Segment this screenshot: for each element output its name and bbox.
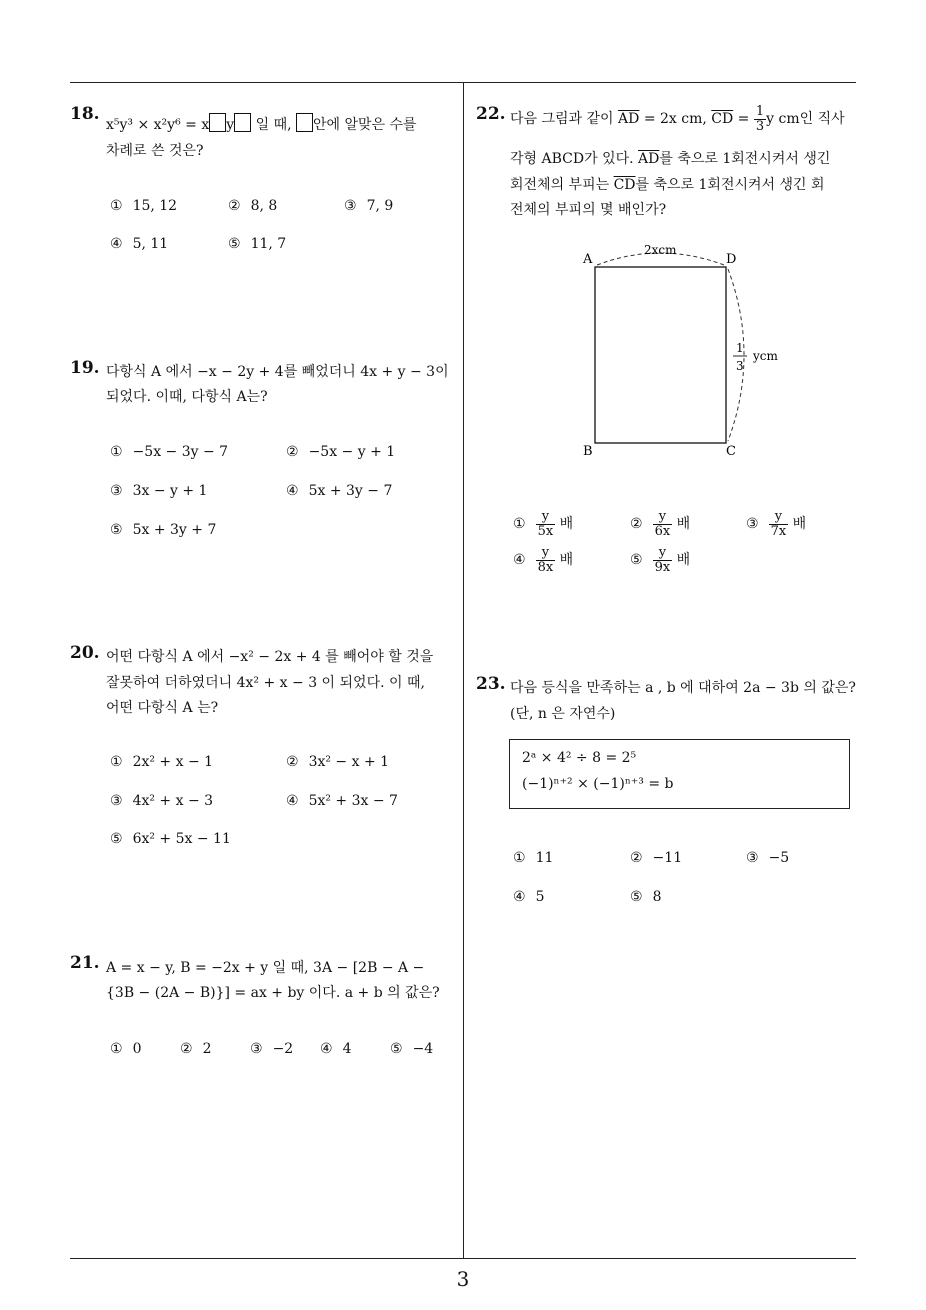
- option-text: 3x − y + 1: [132, 483, 208, 499]
- text-part: 를 축으로 1회전시켜서 생긴 회: [635, 177, 825, 193]
- equation-1: 2ᵃ × 4² ÷ 8 = 2⁵: [522, 750, 637, 766]
- option-4[interactable]: [110, 236, 168, 252]
- label-c: C: [726, 444, 736, 459]
- option-fraction: [769, 510, 789, 538]
- fraction-numerator: y: [653, 510, 673, 525]
- option-5[interactable]: [630, 889, 661, 905]
- question-text: [510, 148, 830, 168]
- option-suffix: 배: [559, 552, 574, 569]
- text-part: = 2x cm,: [639, 111, 712, 128]
- label-b: B: [583, 444, 593, 459]
- question-text: 전체의 부피의 몇 배인가?: [510, 202, 667, 218]
- option-text: 6x² + 5x − 11: [132, 831, 231, 847]
- fraction-denominator: 5x: [537, 523, 554, 539]
- text-part: y cm인 직사: [766, 111, 845, 128]
- question-number: 21.: [70, 953, 100, 973]
- question-text: 어떤 다항식 A 는?: [106, 700, 219, 716]
- fraction: [754, 105, 766, 133]
- option-mark: ⑤: [630, 889, 643, 905]
- option-suffix: 배: [676, 552, 691, 569]
- option-mark: ⑤: [390, 1041, 403, 1057]
- blank-box: [296, 113, 313, 132]
- option-3[interactable]: [250, 1041, 293, 1057]
- question-number: 20.: [70, 643, 100, 663]
- option-text: 2: [202, 1041, 212, 1057]
- option-2[interactable]: [286, 444, 395, 460]
- option-text: 8, 8: [250, 198, 278, 214]
- option-fraction: [653, 510, 673, 538]
- segment-ad: $\overline{AD}$: [638, 151, 660, 167]
- option-mark: ②: [630, 850, 643, 866]
- option-mark: ②: [630, 516, 643, 533]
- fraction-denominator: 8x: [537, 559, 554, 575]
- option-4[interactable]: [286, 793, 398, 809]
- option-3[interactable]: [746, 510, 806, 538]
- option-fraction: [536, 546, 556, 574]
- option-suffix: 배: [559, 516, 574, 533]
- option-1[interactable]: [513, 510, 573, 538]
- question-text: [510, 105, 845, 133]
- text-part: =: [733, 111, 754, 128]
- option-mark: ④: [320, 1041, 333, 1057]
- fraction-numerator: 1: [755, 104, 765, 119]
- fraction-numerator: y: [653, 546, 673, 561]
- option-mark: ③: [746, 850, 759, 866]
- question-text: [106, 113, 417, 134]
- option-mark: ②: [180, 1041, 193, 1057]
- question-text: 어떤 다항식 A 에서 −x² − 2x + 4 를 빼어야 할 것을: [106, 649, 434, 665]
- option-text: −5: [768, 850, 790, 866]
- question-number: 23.: [476, 674, 506, 694]
- rectangle-abcd: [595, 267, 726, 443]
- option-mark: ④: [110, 236, 123, 252]
- fraction-denominator: 7x: [770, 523, 787, 539]
- option-text: 8: [652, 889, 662, 905]
- fraction-numerator: y: [769, 510, 789, 525]
- equation-part: 안에 알맞은 수를: [313, 117, 417, 133]
- side-dimension-arc: [728, 269, 744, 441]
- rectangle-figure: [560, 235, 800, 465]
- option-text: 4: [342, 1041, 352, 1057]
- option-mark: ④: [513, 552, 526, 569]
- option-mark: ④: [286, 483, 299, 499]
- question-text: 다항식 A 에서 −x − 2y + 4를 빼었더니 4x + y − 3이: [106, 364, 449, 380]
- option-text: 5, 11: [132, 236, 169, 252]
- option-4[interactable]: [320, 1041, 351, 1057]
- equation-2: (−1)ⁿ⁺² × (−1)ⁿ⁺³ = b: [522, 776, 674, 792]
- option-mark: ③: [250, 1041, 263, 1057]
- side-frac-numerator: 1: [736, 341, 744, 355]
- option-text: 5x + 3y + 7: [132, 522, 217, 538]
- option-mark: ②: [286, 754, 299, 770]
- option-mark: ④: [286, 793, 299, 809]
- option-mark: ⑤: [110, 831, 123, 847]
- label-d: D: [726, 252, 737, 267]
- option-mark: ①: [110, 1041, 123, 1057]
- question-number: 18.: [70, 104, 100, 124]
- option-4[interactable]: [513, 889, 544, 905]
- option-text: −5x − y + 1: [308, 444, 396, 460]
- option-mark: ②: [286, 444, 299, 460]
- option-mark: ⑤: [228, 236, 241, 252]
- option-2[interactable]: [630, 510, 690, 538]
- side-dimension-unit: ycm: [753, 349, 778, 363]
- option-suffix: 배: [792, 516, 807, 533]
- option-text: −4: [412, 1041, 434, 1057]
- option-mark: ④: [513, 889, 526, 905]
- option-suffix: 배: [676, 516, 691, 533]
- option-mark: ③: [110, 793, 123, 809]
- option-5[interactable]: [390, 1041, 433, 1057]
- fraction-denominator: 3: [755, 118, 765, 134]
- question-text: 잘못하여 더하였더니 4x² + x − 3 이 되었다. 이 때,: [106, 675, 425, 691]
- question-number: 19.: [70, 358, 100, 378]
- fraction-denominator: 9x: [654, 559, 671, 575]
- option-3[interactable]: [110, 793, 213, 809]
- question-text: [510, 174, 825, 194]
- question-text: 되었다. 이때, 다항식 A는?: [106, 389, 268, 405]
- text-part: 다음 그림과 같이: [510, 111, 619, 128]
- option-text: 5x² + 3x − 7: [308, 793, 398, 809]
- option-5[interactable]: [630, 546, 690, 574]
- equation-box: [509, 739, 850, 809]
- blank-box: [209, 113, 226, 132]
- fraction-numerator: y: [536, 510, 556, 525]
- option-text: 3x² − x + 1: [308, 754, 390, 770]
- option-3[interactable]: [110, 483, 207, 499]
- option-1[interactable]: [110, 754, 213, 770]
- blank-box: [234, 113, 251, 132]
- option-5[interactable]: [228, 236, 286, 252]
- segment-cd: $\overline{CD}$: [711, 111, 734, 128]
- option-text: 7, 9: [366, 198, 394, 214]
- question-text: {3B − (2A − B)}] = ax + by 이다. a + b 의 값은?: [106, 985, 440, 1001]
- fraction-denominator: 6x: [654, 523, 671, 539]
- question-number: 22.: [476, 104, 506, 124]
- option-mark: ①: [110, 444, 123, 460]
- option-2[interactable]: [228, 198, 277, 214]
- label-a: A: [583, 252, 593, 267]
- option-2[interactable]: [286, 754, 389, 770]
- option-text: 11: [535, 850, 554, 866]
- option-text: −11: [652, 850, 683, 866]
- equation-part: x⁵y³ × x²y⁶ = x: [106, 117, 210, 133]
- top-dimension-label: 2xcm: [644, 243, 677, 257]
- option-3[interactable]: [344, 198, 393, 214]
- option-2[interactable]: [630, 850, 682, 866]
- option-4[interactable]: [513, 546, 573, 574]
- option-mark: ③: [344, 198, 357, 214]
- option-text: 0: [132, 1041, 142, 1057]
- option-2[interactable]: [180, 1041, 211, 1057]
- equation-part: y: [226, 117, 235, 133]
- option-mark: ⑤: [110, 522, 123, 538]
- question-text: 차례로 쓴 것은?: [106, 143, 204, 159]
- option-4[interactable]: [286, 483, 392, 499]
- option-text: 11, 7: [250, 236, 287, 252]
- question-text: A = x − y, B = −2x + y 일 때, 3A − [2B − A −: [106, 960, 425, 976]
- option-1[interactable]: [110, 198, 177, 214]
- option-text: −5x − 3y − 7: [132, 444, 229, 460]
- option-text: 5: [535, 889, 545, 905]
- option-fraction: [653, 546, 673, 574]
- option-text: 4x² + x − 3: [132, 793, 214, 809]
- side-frac-denominator: 3: [736, 359, 744, 373]
- option-mark: ①: [110, 198, 123, 214]
- segment-ad: $\overline{AD}$: [618, 111, 640, 128]
- option-text: 5x + 3y − 7: [308, 483, 393, 499]
- option-5[interactable]: [110, 831, 231, 847]
- page-number: 3: [456, 1267, 470, 1291]
- equation-part: 일 때,: [251, 117, 292, 133]
- option-mark: ⑤: [630, 552, 643, 569]
- option-text: −2: [272, 1041, 294, 1057]
- option-text: 15, 12: [132, 198, 178, 214]
- option-text: 2x² + x − 1: [132, 754, 214, 770]
- text-part: 회전체의 부피는: [510, 177, 614, 193]
- column-divider: [463, 83, 464, 1259]
- option-mark: ③: [746, 516, 759, 533]
- option-3[interactable]: [746, 850, 789, 866]
- option-mark: ①: [513, 516, 526, 533]
- option-fraction: [536, 510, 556, 538]
- text-part: 를 축으로 1회전시켜서 생긴: [659, 151, 831, 167]
- question-text: 다음 등식을 만족하는 a , b 에 대하여 2a − 3b 의 값은?: [510, 680, 856, 696]
- question-text: (단, n 은 자연수): [510, 706, 616, 722]
- option-1[interactable]: [513, 850, 553, 866]
- option-mark: ①: [110, 754, 123, 770]
- segment-cd: $\overline{CD}$: [613, 177, 636, 193]
- option-mark: ②: [228, 198, 241, 214]
- fraction-numerator: y: [536, 546, 556, 561]
- option-1[interactable]: [110, 1041, 141, 1057]
- option-1[interactable]: [110, 444, 228, 460]
- bottom-rule: [70, 1258, 856, 1259]
- option-mark: ③: [110, 483, 123, 499]
- option-mark: ①: [513, 850, 526, 866]
- text-part: 각형 ABCD가 있다.: [510, 151, 639, 167]
- option-5[interactable]: [110, 522, 216, 538]
